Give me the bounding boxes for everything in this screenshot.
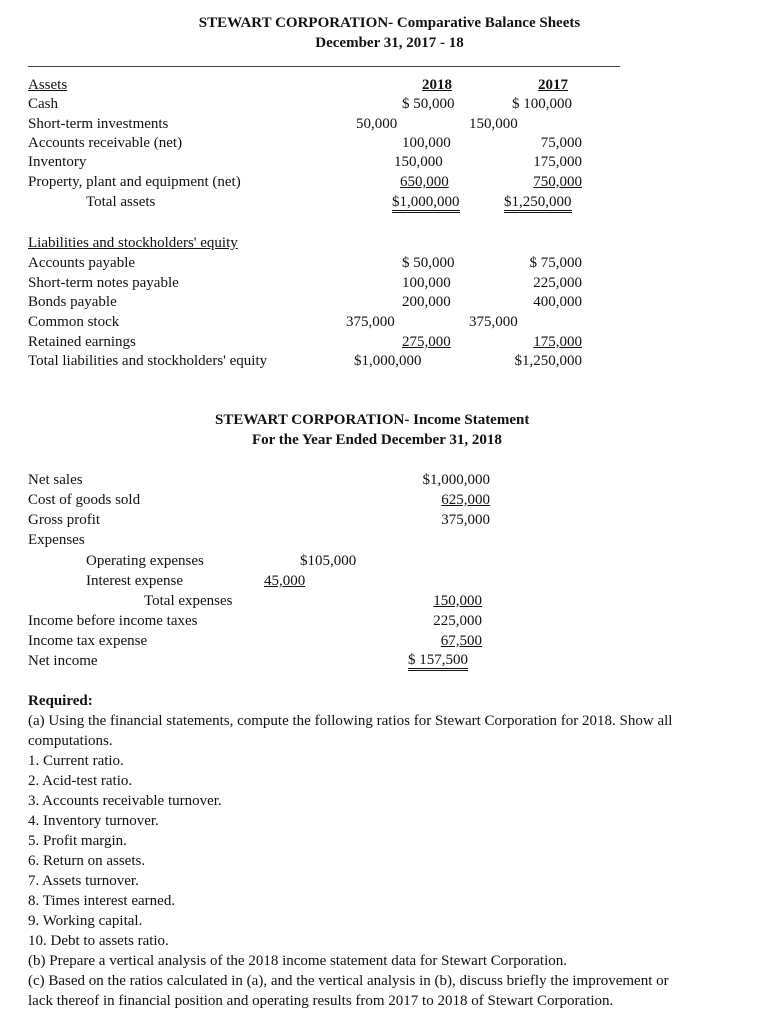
list-item: 2. Acid-test ratio. xyxy=(28,773,133,789)
balance-sheet-subtitle: December 31, 2017 - 18 xyxy=(315,35,464,51)
cs-2017: 375,000 xyxy=(469,314,518,330)
net-income-value: $ 157,500 xyxy=(408,652,468,671)
re-2017: 175,000 xyxy=(533,334,582,350)
sti-label: Short-term investments xyxy=(28,116,169,132)
ap-label: Accounts payable xyxy=(28,255,136,271)
total-assets-label: Total assets xyxy=(86,194,156,210)
re-2018: 275,000 xyxy=(402,334,451,350)
part-b: (b) Prepare a vertical analysis of the 2018 income statement data for Stewart Corporation. xyxy=(28,953,567,969)
assets-heading: Assets xyxy=(28,77,68,93)
total-expenses-label: Total expenses xyxy=(144,593,233,609)
opex-label: Operating expenses xyxy=(86,553,204,569)
opex-value: $105,000 xyxy=(300,553,357,569)
stnp-label: Short-term notes payable xyxy=(28,275,179,291)
inv-2017: 175,000 xyxy=(533,154,582,170)
part-c-line1: (c) Based on the ratios calculated in (a), and the vertical analysis in (b), discuss briefly the improvement or xyxy=(28,973,669,989)
ap-2017: $ 75,000 xyxy=(529,255,582,271)
cash-2017: $ 100,000 xyxy=(512,96,572,112)
inv-label: Inventory xyxy=(28,154,87,170)
total-expenses-value: 150,000 xyxy=(433,593,482,609)
bp-2018: 200,000 xyxy=(402,294,451,310)
ar-label: Accounts receivable (net) xyxy=(28,135,183,151)
header-divider xyxy=(28,66,620,67)
net-sales-value: $1,000,000 xyxy=(422,472,490,488)
ppe-2017: 750,000 xyxy=(533,174,582,190)
list-item: 10. Debt to assets ratio. xyxy=(28,933,169,949)
list-item: 6. Return on assets. xyxy=(28,853,146,869)
total-le-2017: $1,250,000 xyxy=(514,353,582,369)
required-heading: Required: xyxy=(28,693,93,709)
liabilities-heading: Liabilities and stockholders' equity xyxy=(28,235,238,251)
col-2017-header: 2017 xyxy=(538,77,568,93)
ap-2018: $ 50,000 xyxy=(402,255,455,271)
inv-2018: 150,000 xyxy=(394,154,443,170)
net-sales-label: Net sales xyxy=(28,472,83,488)
interest-value: 45,000 xyxy=(264,573,306,589)
cash-label: Cash xyxy=(28,96,58,112)
re-label: Retained earnings xyxy=(28,334,136,350)
income-statement-subtitle: For the Year Ended December 31, 2018 xyxy=(252,432,502,448)
list-item: 4. Inventory turnover. xyxy=(28,813,159,829)
ar-2018: 100,000 xyxy=(402,135,451,151)
total-le-label: Total liabilities and stockholders' equity xyxy=(28,353,268,369)
sti-2018: 50,000 xyxy=(356,116,398,132)
ibt-label: Income before income taxes xyxy=(28,613,198,629)
list-item: 3. Accounts receivable turnover. xyxy=(28,793,222,809)
net-income-label: Net income xyxy=(28,653,98,669)
ar-2017: 75,000 xyxy=(540,135,582,151)
sti-2017: 150,000 xyxy=(469,116,518,132)
bp-2017: 400,000 xyxy=(533,294,582,310)
col-2018-header: 2018 xyxy=(422,77,452,93)
stnp-2017: 225,000 xyxy=(533,275,582,291)
expenses-label: Expenses xyxy=(28,532,85,548)
income-statement-title: STEWART CORPORATION- Income Statement xyxy=(215,412,530,428)
stnp-2018: 100,000 xyxy=(402,275,451,291)
tax-value: 67,500 xyxy=(440,633,482,649)
list-item: 1. Current ratio. xyxy=(28,753,124,769)
cogs-value: 625,000 xyxy=(441,492,490,508)
total-le-2018: $1,000,000 xyxy=(354,353,422,369)
interest-label: Interest expense xyxy=(86,573,184,589)
gross-profit-label: Gross profit xyxy=(28,512,101,528)
ppe-2018: 650,000 xyxy=(400,174,449,190)
list-item: 7. Assets turnover. xyxy=(28,873,139,889)
total-assets-2017: $1,250,000 xyxy=(504,194,572,213)
list-item: 9. Working capital. xyxy=(28,913,143,929)
tax-label: Income tax expense xyxy=(28,633,148,649)
total-assets-2018: $1,000,000 xyxy=(392,194,460,213)
cogs-label: Cost of goods sold xyxy=(28,492,141,508)
bp-label: Bonds payable xyxy=(28,294,117,310)
ibt-value: 225,000 xyxy=(433,613,482,629)
cash-2018: $ 50,000 xyxy=(402,96,455,112)
list-item: 5. Profit margin. xyxy=(28,833,127,849)
part-a-line1: (a) Using the financial statements, compute the following ratios for Stewart Corporation for 2018. Show all xyxy=(28,713,673,729)
list-item: 8. Times interest earned. xyxy=(28,893,176,909)
gross-profit-value: 375,000 xyxy=(441,512,490,528)
part-a-line2: computations. xyxy=(28,733,113,749)
cs-2018: 375,000 xyxy=(346,314,395,330)
balance-sheet-title: STEWART CORPORATION- Comparative Balance Sheets xyxy=(198,15,581,31)
ppe-label: Property, plant and equipment (net) xyxy=(28,174,241,190)
part-c-line2: lack thereof in financial position and operating results from 2017 to 2018 of Stewart Corporation. xyxy=(28,993,614,1009)
cs-label: Common stock xyxy=(28,314,120,330)
